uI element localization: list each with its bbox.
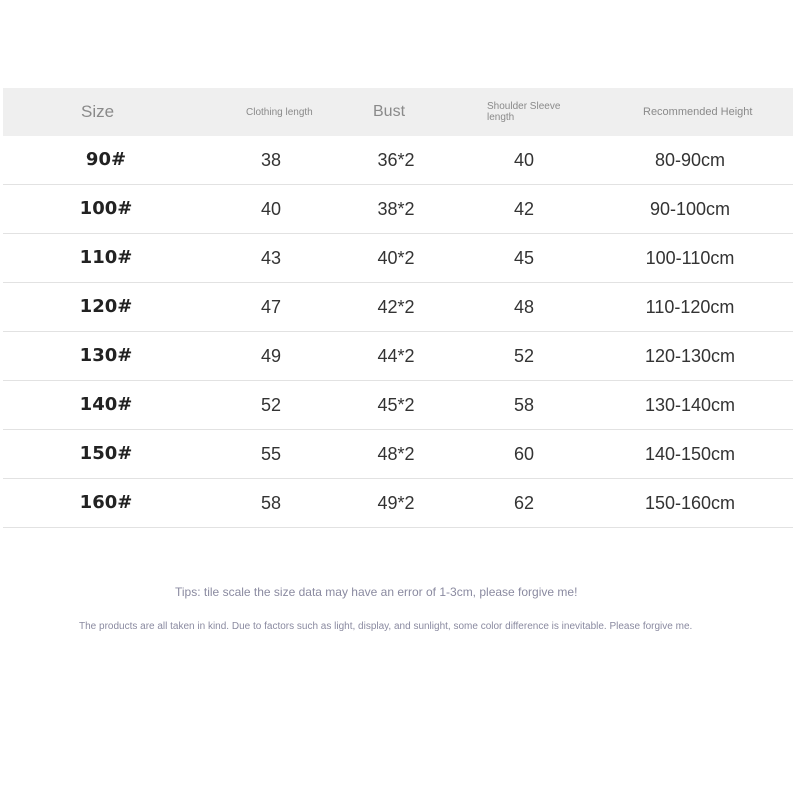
- header-recommended-height: Recommended Height: [643, 106, 753, 118]
- table-row: [3, 136, 793, 185]
- cell-height: 80-90cm: [654, 150, 726, 170]
- header-clothing-length: Clothing length: [246, 106, 313, 118]
- cell-size: 120#: [79, 296, 133, 317]
- cell-size: 140#: [79, 394, 133, 415]
- cell-height: 140-150cm: [644, 444, 736, 464]
- cell-shoulder: 60: [513, 444, 535, 464]
- cell-shoulder: 42: [513, 199, 535, 219]
- header-shoulder-sleeve-length: Shoulder Sleeve length: [487, 101, 561, 123]
- cell-size: 110#: [79, 247, 133, 268]
- color-difference-note: The products are all taken in kind. Due to factors such as light, display, and sunlight, some color difference is inevitable. Please forgive me.: [79, 621, 693, 632]
- table-row: [3, 234, 793, 283]
- cell-bust: 49*2: [377, 493, 415, 513]
- cell-size: 130#: [79, 345, 133, 366]
- cell-size: 100#: [79, 198, 133, 219]
- size-chart-table: [3, 88, 793, 528]
- table-row: [3, 185, 793, 234]
- tips-text: Tips: tile scale the size data may have an error of 1-3cm, please forgive me!: [175, 585, 578, 599]
- cell-clothing-length: 52: [260, 395, 282, 415]
- cell-size: 150#: [79, 443, 133, 464]
- header-size: Size: [81, 102, 115, 121]
- cell-bust: 40*2: [377, 248, 415, 268]
- cell-height: 120-130cm: [644, 346, 736, 366]
- table-row: [3, 381, 793, 430]
- cell-bust: 48*2: [377, 444, 415, 464]
- cell-height: 90-100cm: [649, 199, 731, 219]
- cell-height: 130-140cm: [644, 395, 736, 415]
- cell-clothing-length: 40: [260, 199, 282, 219]
- header-bust: Bust: [373, 103, 406, 120]
- cell-clothing-length: 58: [260, 493, 282, 513]
- cell-shoulder: 52: [513, 346, 535, 366]
- cell-shoulder: 45: [513, 248, 535, 268]
- cell-clothing-length: 49: [260, 346, 282, 366]
- cell-height: 150-160cm: [644, 493, 736, 513]
- cell-clothing-length: 38: [260, 150, 282, 170]
- cell-clothing-length: 55: [260, 444, 282, 464]
- cell-bust: 45*2: [377, 395, 415, 415]
- cell-bust: 38*2: [377, 199, 415, 219]
- cell-clothing-length: 43: [260, 248, 282, 268]
- table-row: [3, 283, 793, 332]
- cell-shoulder: 40: [513, 150, 535, 170]
- table-row: [3, 479, 793, 528]
- cell-height: 110-120cm: [645, 297, 735, 317]
- cell-shoulder: 62: [513, 493, 535, 513]
- cell-shoulder: 48: [513, 297, 535, 317]
- cell-clothing-length: 47: [260, 297, 282, 317]
- table-row: [3, 332, 793, 381]
- cell-bust: 44*2: [377, 346, 415, 366]
- cell-bust: 36*2: [377, 150, 415, 170]
- cell-height: 100-110cm: [645, 248, 735, 268]
- table-row: [3, 430, 793, 479]
- cell-shoulder: 58: [513, 395, 535, 415]
- cell-size: 160#: [79, 492, 133, 513]
- cell-size: 90#: [85, 149, 127, 170]
- cell-bust: 42*2: [377, 297, 415, 317]
- table-header: [3, 88, 793, 136]
